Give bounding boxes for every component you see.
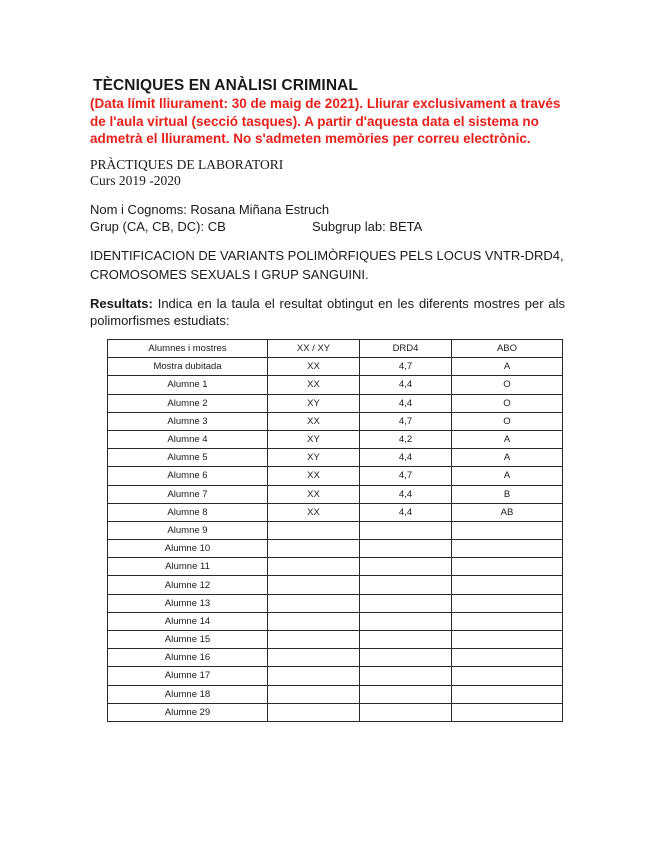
column-header: XX / XY <box>268 340 360 358</box>
sex-chromosome-cell: XY <box>268 394 360 412</box>
sex-chromosome-cell <box>268 631 360 649</box>
sex-chromosome-cell: XX <box>268 467 360 485</box>
table-row <box>108 558 563 576</box>
sex-chromosome-cell <box>268 521 360 539</box>
table-row <box>108 540 563 558</box>
table-row <box>108 521 563 539</box>
sample-name-cell: Alumne 12 <box>108 576 268 594</box>
table-row <box>108 394 563 412</box>
drd4-cell: 4,4 <box>360 449 452 467</box>
sex-chromosome-cell: XY <box>268 449 360 467</box>
table-row <box>108 685 563 703</box>
column-header: Alumnes i mostres <box>108 340 268 358</box>
abo-cell: A <box>452 449 563 467</box>
sex-chromosome-cell: XX <box>268 358 360 376</box>
sex-chromosome-cell: XX <box>268 503 360 521</box>
abo-cell: O <box>452 376 563 394</box>
abo-cell <box>452 576 563 594</box>
abo-cell: AB <box>452 503 563 521</box>
table-row <box>108 485 563 503</box>
column-header: DRD4 <box>360 340 452 358</box>
abo-cell <box>452 703 563 721</box>
drd4-cell: 4,4 <box>360 503 452 521</box>
sample-name-cell: Alumne 1 <box>108 376 268 394</box>
course-title: PRÀCTIQUES DE LABORATORI <box>90 157 284 172</box>
deadline-notice: (Data límit lliurament: 30 de maig de 2021). Lliurar exclusivament a través de l'aula virtual (secció tasques). A partir d'aquesta data el sistema no admetrà el lliurament. No s'admeten memòries per correu electrònic. <box>90 96 561 146</box>
sex-chromosome-cell <box>268 649 360 667</box>
drd4-cell <box>360 649 452 667</box>
column-header: ABO <box>452 340 563 358</box>
table-row <box>108 667 563 685</box>
sex-chromosome-cell <box>268 667 360 685</box>
drd4-cell: 4,7 <box>360 412 452 430</box>
abo-cell <box>452 558 563 576</box>
abo-cell: A <box>452 430 563 448</box>
student-name-line: Nom i Cognoms: Rosana Miñana Estruch <box>90 202 330 217</box>
table-row <box>108 612 563 630</box>
abo-cell <box>452 521 563 539</box>
sex-chromosome-cell <box>268 703 360 721</box>
sex-chromosome-cell <box>268 685 360 703</box>
abo-cell: A <box>452 467 563 485</box>
table-row <box>108 576 563 594</box>
sample-name-cell: Alumne 10 <box>108 540 268 558</box>
table-row <box>108 430 563 448</box>
drd4-cell: 4,4 <box>360 394 452 412</box>
table-row <box>108 467 563 485</box>
sex-chromosome-cell <box>268 612 360 630</box>
table-row <box>108 703 563 721</box>
abo-cell: A <box>452 358 563 376</box>
sample-name-cell: Alumne 13 <box>108 594 268 612</box>
drd4-cell <box>360 685 452 703</box>
drd4-cell <box>360 703 452 721</box>
sample-name-cell: Alumne 16 <box>108 649 268 667</box>
sample-name-cell: Alumne 18 <box>108 685 268 703</box>
drd4-cell: 4,7 <box>360 358 452 376</box>
drd4-cell: 4,2 <box>360 430 452 448</box>
abo-cell <box>452 685 563 703</box>
table-header-row <box>108 340 563 358</box>
sex-chromosome-cell: XX <box>268 376 360 394</box>
sample-name-cell: Alumne 3 <box>108 412 268 430</box>
results-label: Resultats: <box>90 296 153 311</box>
table-row <box>108 594 563 612</box>
drd4-cell: 4,4 <box>360 485 452 503</box>
table-row <box>108 412 563 430</box>
course-heading <box>90 157 283 189</box>
abo-cell: O <box>452 394 563 412</box>
sample-name-cell: Alumne 9 <box>108 521 268 539</box>
sample-name-cell: Alumne 29 <box>108 703 268 721</box>
table-row <box>108 649 563 667</box>
table-row <box>108 503 563 521</box>
drd4-cell <box>360 594 452 612</box>
drd4-cell <box>360 631 452 649</box>
table-row <box>108 358 563 376</box>
student-info <box>90 201 570 235</box>
sex-chromosome-cell: XY <box>268 430 360 448</box>
document-title: TÈCNIQUES EN ANÀLISI CRIMINAL <box>93 77 358 94</box>
sample-name-cell: Alumne 15 <box>108 631 268 649</box>
sample-name-cell: Alumne 8 <box>108 503 268 521</box>
abo-cell: B <box>452 485 563 503</box>
course-year: Curs 2019 -2020 <box>90 173 181 188</box>
results-table <box>107 339 563 722</box>
sex-chromosome-cell <box>268 594 360 612</box>
results-table-body <box>108 340 563 722</box>
table-row <box>108 376 563 394</box>
sample-name-cell: Alumne 7 <box>108 485 268 503</box>
sex-chromosome-cell <box>268 558 360 576</box>
drd4-cell <box>360 540 452 558</box>
abo-cell: O <box>452 412 563 430</box>
study-title: IDENTIFICACION DE VARIANTS POLIMÒRFIQUES PELS LOCUS VNTR-DRD4, CROMOSOMES SEXUALS I GRUP SANGUINI. <box>90 248 564 282</box>
results-description: Indica en la taula el resultat obtingut en les diferents mostres per als polimorfismes estudiats: <box>90 296 565 328</box>
sample-name-cell: Alumne 2 <box>108 394 268 412</box>
abo-cell <box>452 649 563 667</box>
abo-cell <box>452 631 563 649</box>
drd4-cell <box>360 576 452 594</box>
drd4-cell: 4,7 <box>360 467 452 485</box>
drd4-cell: 4,4 <box>360 376 452 394</box>
sample-name-cell: Alumne 6 <box>108 467 268 485</box>
sex-chromosome-cell: XX <box>268 485 360 503</box>
drd4-cell <box>360 612 452 630</box>
drd4-cell <box>360 667 452 685</box>
sample-name-cell: Alumne 5 <box>108 449 268 467</box>
sex-chromosome-cell: XX <box>268 412 360 430</box>
table-row <box>108 449 563 467</box>
results-instructions <box>90 295 565 329</box>
group-label: Grup (CA, CB, DC): CB <box>90 219 226 234</box>
drd4-cell <box>360 558 452 576</box>
sample-name-cell: Alumne 11 <box>108 558 268 576</box>
table-row <box>108 631 563 649</box>
abo-cell <box>452 667 563 685</box>
sex-chromosome-cell <box>268 576 360 594</box>
sample-name-cell: Alumne 4 <box>108 430 268 448</box>
group-line <box>90 218 570 235</box>
abo-cell <box>452 612 563 630</box>
abo-cell <box>452 594 563 612</box>
sample-name-cell: Alumne 17 <box>108 667 268 685</box>
sex-chromosome-cell <box>268 540 360 558</box>
drd4-cell <box>360 521 452 539</box>
sample-name-cell: Mostra dubitada <box>108 358 268 376</box>
subgroup-label: Subgrup lab: BETA <box>312 219 423 234</box>
sample-name-cell: Alumne 14 <box>108 612 268 630</box>
abo-cell <box>452 540 563 558</box>
